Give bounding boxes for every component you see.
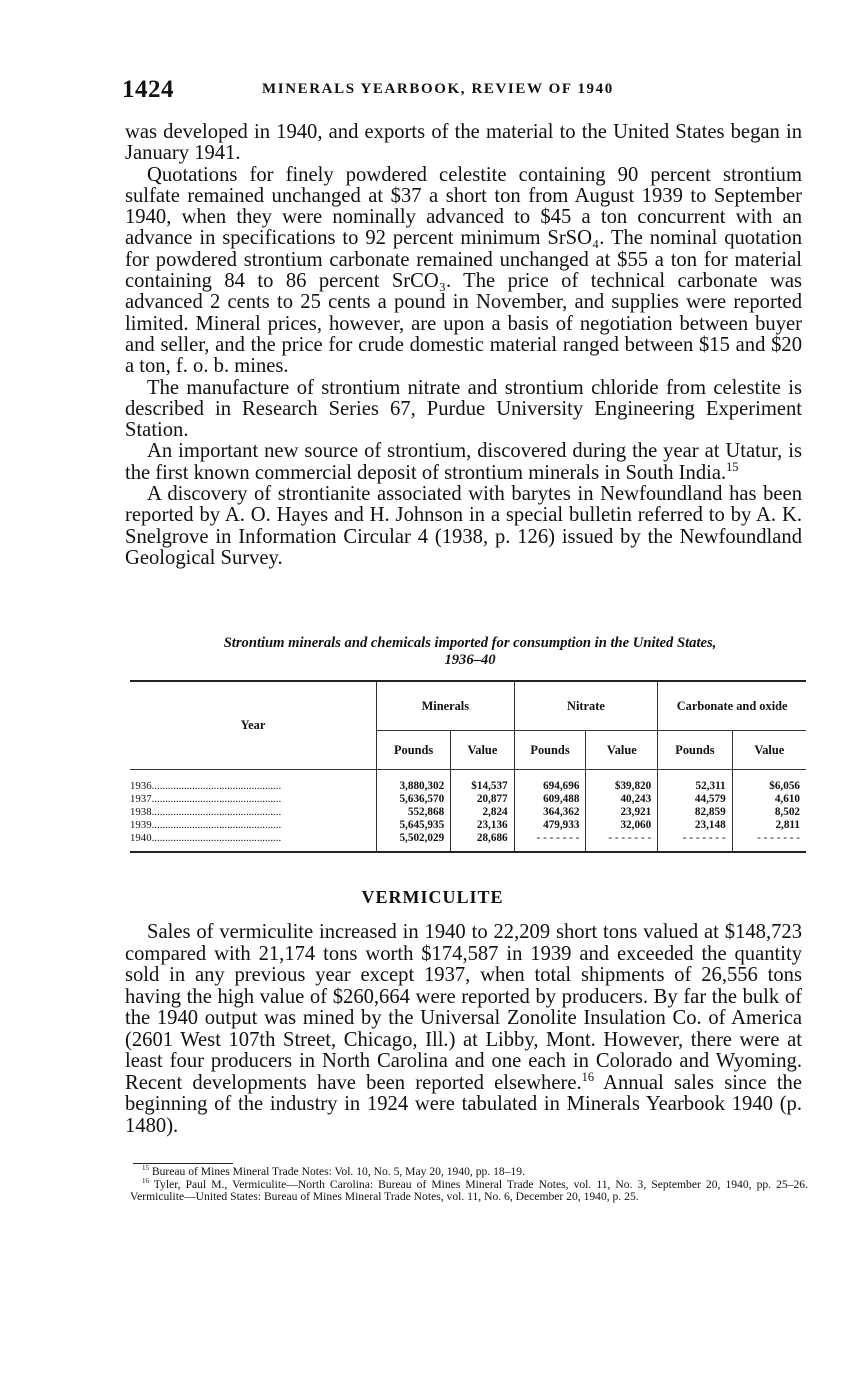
table-row [130, 819, 806, 832]
cell-minerals-value: 23,136 [451, 819, 514, 832]
table-caption-line-2: 1936–40 [444, 652, 496, 668]
cell-nitrate-pounds: - - - - - - - [514, 832, 586, 852]
carbonate-pounds-header: Pounds [658, 731, 732, 770]
cell-carbonate-pounds: 82,859 [658, 806, 732, 819]
cell-minerals-value: 2,824 [451, 806, 514, 819]
cell-minerals-pounds: 5,502,029 [377, 832, 451, 852]
footnote-marker: 15 [142, 1164, 149, 1173]
cell-carbonate-value: $6,056 [732, 770, 806, 794]
row-year: 1939................................................ [130, 819, 282, 831]
cell-carbonate-value: 8,502 [732, 806, 806, 819]
cell-carbonate-pounds: - - - - - - - [658, 832, 732, 852]
footnote-16 [130, 1176, 808, 1204]
footnotes [130, 1166, 808, 1204]
nitrate-pounds-header: Pounds [514, 731, 586, 770]
running-title: MINERALS YEARBOOK, REVIEW OF 1940 [262, 81, 614, 97]
paragraph-continuation: was developed in 1940, and exports of the material to the United States began in January 1941. [125, 121, 802, 165]
footnote-text: Tyler, Paul M., Vermiculite—North Carolina: Bureau of Mines Mineral Trade Notes, vol. 11, No. 3, September 20, 1940, pp. 25–26. Vermiculite—United States: Bureau of Mines Mineral Trade Notes, vol. 11, No. 6, December 20, 1940, p. 25. [130, 1177, 808, 1204]
carbonate-value-header: Value [732, 731, 806, 770]
minerals-group-header: Minerals [377, 681, 515, 731]
cell-carbonate-value: 2,811 [732, 819, 806, 832]
table-row [130, 806, 806, 819]
page-header [122, 76, 802, 110]
table-row [130, 793, 806, 806]
row-year: 1937................................................ [130, 793, 282, 805]
strontium-text-block [125, 122, 802, 569]
cell-minerals-pounds: 3,880,302 [377, 770, 451, 794]
minerals-pounds-header: Pounds [377, 731, 451, 770]
cell-nitrate-value: - - - - - - - [586, 832, 658, 852]
cell-minerals-pounds: 5,636,570 [377, 793, 451, 806]
cell-nitrate-pounds: 609,488 [514, 793, 586, 806]
cell-carbonate-pounds: 23,148 [658, 819, 732, 832]
paragraph-strontianite: A discovery of strontianite associated with barytes in Newfoundland has been reported by A. O. Hayes and H. Johnson in a special bulletin referred to by A. K. Snelgrove in Information Circular 4 (1938, p. 126) issued by the Newfoundland Geological Survey. [125, 483, 802, 569]
paragraph-new-source-text: An important new source of strontium, discovered during the year at Utatur, is the first known commercial deposit of strontium minerals in South India. [125, 440, 802, 484]
footnote-text: Bureau of Mines Mineral Trade Notes: Vol. 10, No. 5, May 20, 1940, pp. 18–19. [148, 1165, 525, 1178]
footnote-ref-16: 16 [581, 1069, 594, 1084]
cell-nitrate-value: 32,060 [586, 819, 658, 832]
imports-table [130, 680, 806, 853]
row-year: 1940................................................ [130, 832, 282, 844]
cell-minerals-pounds: 552,868 [377, 806, 451, 819]
cell-carbonate-pounds: 44,579 [658, 793, 732, 806]
table-caption-line-1: Strontium minerals and chemicals imported for consumption in the United States, [223, 635, 717, 651]
paragraph-vermiculite-text: Sales of vermiculite increased in 1940 to 22,209 short tons valued at $148,723 compared with 21,174 tons worth $174,587 in 1939 and exceeded the quantity sold in any previous year except 1937, when total shipments of 26,556 tons having the high value of $260,664 were reported by producers. By far the bulk of the 1940 output was mined by the Universal Zonolite Insulation Co. of America (2601 West 107th Street, Chicago, Ill.) at Libby, Mont. However, there were at least four producers in North Carolina and one each in Colorado and Wyoming. Recent developments have been reported elsewhere. [125, 921, 802, 1094]
imports-table-wrapper [130, 680, 806, 853]
nitrate-value-header: Value [586, 731, 658, 770]
row-year: 1936................................................ [130, 780, 282, 792]
paragraph-vermiculite-text-after: Annual sales since the beginning of the industry in 1924 were tabulated in Minerals Yearbook 1940 (p. 1480). [125, 1071, 802, 1137]
nitrate-group-header: Nitrate [514, 681, 658, 731]
cell-nitrate-pounds: 364,362 [514, 806, 586, 819]
cell-minerals-value: 20,877 [451, 793, 514, 806]
cell-carbonate-value: - - - - - - - [732, 832, 806, 852]
paragraph-manufacture: The manufacture of strontium nitrate and strontium chloride from celestite is described in Research Series 67, Purdue University Engineering Experiment Station. [125, 376, 802, 442]
cell-minerals-value: 28,686 [451, 832, 514, 852]
table-caption [130, 635, 810, 669]
footnote-marker: 16 [142, 1176, 149, 1185]
year-column-header: Year [130, 681, 377, 770]
footnote-ref-15: 15 [726, 459, 739, 474]
cell-minerals-pounds: 5,645,935 [377, 819, 451, 832]
table-row [130, 832, 806, 852]
paragraph-new-source [125, 441, 802, 484]
vermiculite-text-block [125, 922, 802, 1137]
cell-nitrate-value: 40,243 [586, 793, 658, 806]
paragraph-quotations: Quotations for finely powdered celestite containing 90 percent strontium sulfate remained unchanged at $37 a short ton from August 1939 to September 1940, when they were nominally advanced to $45 a ton concurrent with an advance in specifications to 92 percent minimum SrSO₄. The nominal quotation for powdered strontium carbonate remained unchanged at $55 a ton for material containing 84 to 86 percent SrCO₃. The price of technical carbonate was advanced 2 cents to 25 cents a pound in November, and supplies were reported limited. Mineral prices, however, are upon a basis of negotiation between buyer and seller, and the price for crude domestic material ranged between $15 and $20 a ton, f. o. b. mines. [125, 163, 802, 378]
cell-carbonate-pounds: 52,311 [658, 770, 732, 794]
cell-carbonate-value: 4,610 [732, 793, 806, 806]
carbonate-group-header: Carbonate and oxide [658, 681, 806, 731]
cell-nitrate-value: 23,921 [586, 806, 658, 819]
minerals-value-header: Value [451, 731, 514, 770]
cell-nitrate-pounds: 479,933 [514, 819, 586, 832]
table-row [130, 770, 806, 794]
row-year: 1938................................................ [130, 806, 282, 818]
cell-nitrate-pounds: 694,696 [514, 770, 586, 794]
table-header-row [130, 681, 806, 731]
page-number: 1424 [122, 76, 174, 103]
paragraph-vermiculite [125, 922, 802, 1137]
section-heading-vermiculite: VERMICULITE [361, 887, 504, 907]
cell-nitrate-value: $39,820 [586, 770, 658, 794]
cell-minerals-value: $14,537 [451, 770, 514, 794]
